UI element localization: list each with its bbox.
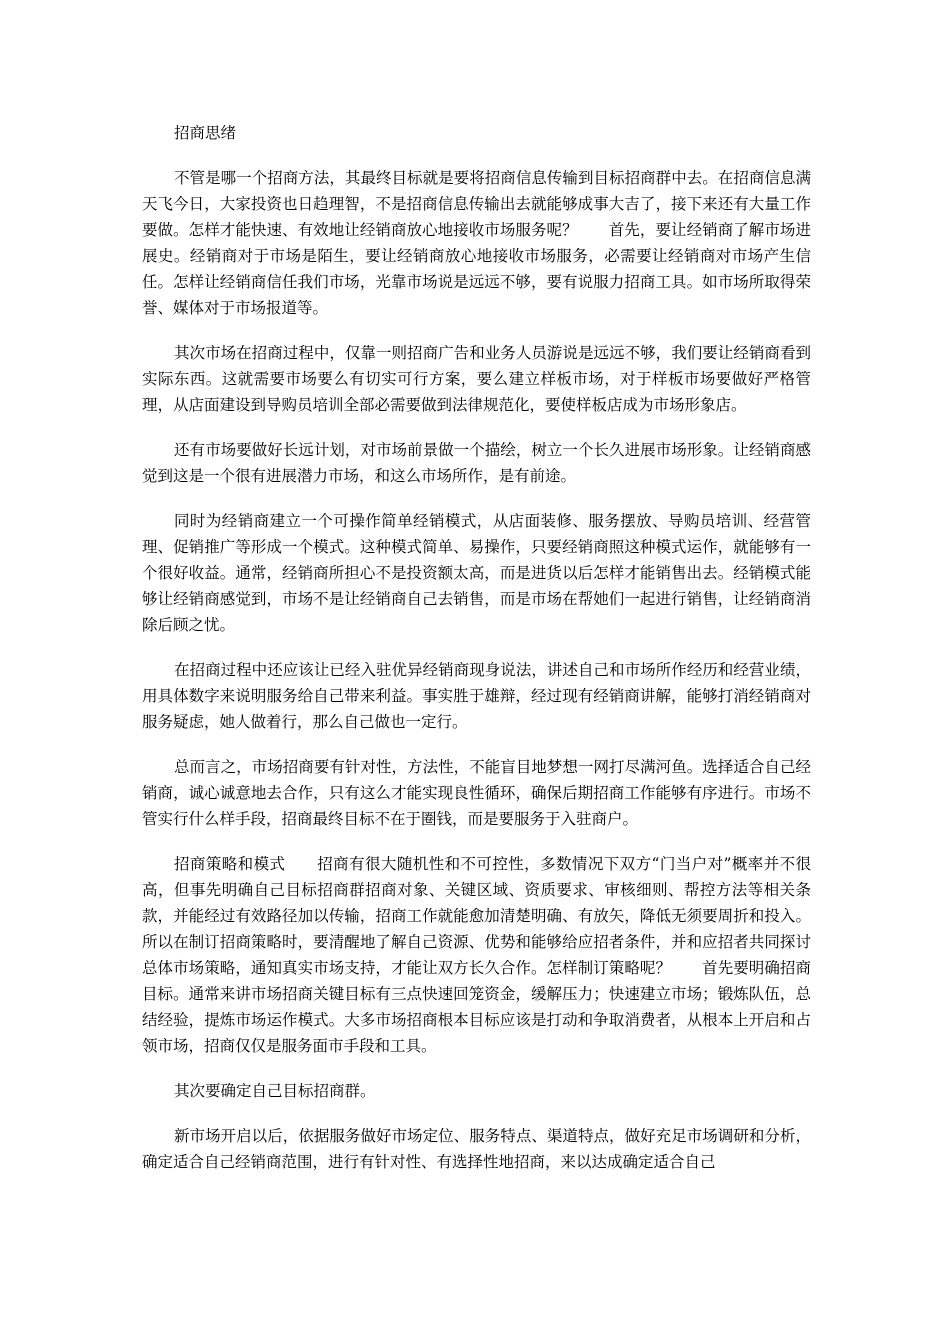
document-page: [142, 120, 811, 1194]
paragraph-8: 其次要确定自己目标招商群。: [174, 1082, 376, 1100]
paragraph-2: 其次市场在招商过程中，仅靠一则招商广告和业务人员游说是远远不够，我们要让经销商看到实际东西。这就需要市场要么有切实可行方案，要么建立样板市场，对于样板市场要做好严格管理，从店面建设到导购员培训全部必需要做到法律规范化，要使样板店成为市场形象店。: [142, 344, 811, 414]
paragraph-5: 在招商过程中还应该让已经入驻优异经销商现身说法，讲述自己和市场所作经历和经营业绩，用具体数字来说明服务给自己带来利益。事实胜于雄辩，经过现有经销商讲解，能够打消经销商对服务疑虑，她人做着行，那么自己做也一定行。: [142, 661, 811, 731]
paragraph-1: 不管是哪一个招商方法，其最终目标就是要将招商信息传输到目标招商群中去。在招商信息满天飞今日，大家投资也日趋理智，不是招商信息传输出去就能够成事大吉了，接下来还有大量工作要做。怎样才能快速、有效地让经销商放心地接收市场服务呢？ 首先，要让经销商了解市场进展史。经销商对于市场是陌生，要让经销商放心地接收市场服务，必需要让经销商对市场产生信任。怎样让经销商信任我们市场，光靠市场说是远远不够，要有说服力招商工具。如市场所取得荣誉、媒体对于市场报道等。: [142, 169, 811, 317]
paragraph-7: 招商策略和模式 招商有很大随机性和不可控性，多数情况下双方“门当户对”概率并不很高，但事先明确自己目标招商群招商对象、关键区域、资质要求、审核细则、帮控方法等相关条款，并能经过有效路径加以传输，招商工作就能愈加清楚明确、有放矢，降低无须要周折和投入。所以在制订招商策略时，要清醒地了解自己资源、优势和能够给应招者条件，并和应招者共同探讨总体市场策略，通知真实市场支持，才能让双方长久合作。怎样制订策略呢？ 首先要明确招商目标。通常来讲市场招商关键目标有三点快速回笼资金，缓解压力；快速建立市场；锻炼队伍，总结经验，提炼市场运作模式。大多市场招商根本目标应该是打动和争取消费者，从根本上开启和占领市场，招商仅仅是服务面市手段和工具。: [142, 855, 811, 1055]
paragraph-9: 新市场开启以后，依据服务做好市场定位、服务特点、渠道特点，做好充足市场调研和分析，确定适合自己经销商范围，进行有针对性、有选择性地招商，来以达成确定适合自己: [142, 1127, 811, 1171]
paragraph-6: 总而言之，市场招商要有针对性，方法性，不能盲目地梦想一网打尽满河鱼。选择适合自己经销商，诚心诚意地去合作，只有这么才能实现良性循环，确保后期招商工作能够有序进行。市场不管实行什么样手段，招商最终目标不在于圈钱，而是要服务于入驻商户。: [142, 758, 811, 828]
document-title: 招商思绪: [174, 124, 237, 142]
paragraph-3: 还有市场要做好长远计划，对市场前景做一个描绘，树立一个长久进展市场形象。让经销商感觉到这是一个很有进展潜力市场，和这么市场所作，是有前途。: [142, 441, 811, 485]
paragraph-4: 同时为经销商建立一个可操作简单经销模式，从店面装修、服务摆放、导购员培训、经营管理、促销推广等形成一个模式。这种模式简单、易操作，只要经销商照这种模式运作，就能够有一个很好收益。通常，经销商所担心不是投资额太高，而是进货以后怎样才能销售出去。经销模式能够让经销商感觉到，市场不是让经销商自己去销售，而是市场在帮她们一起进行销售，让经销商消除后顾之忧。: [142, 512, 811, 634]
